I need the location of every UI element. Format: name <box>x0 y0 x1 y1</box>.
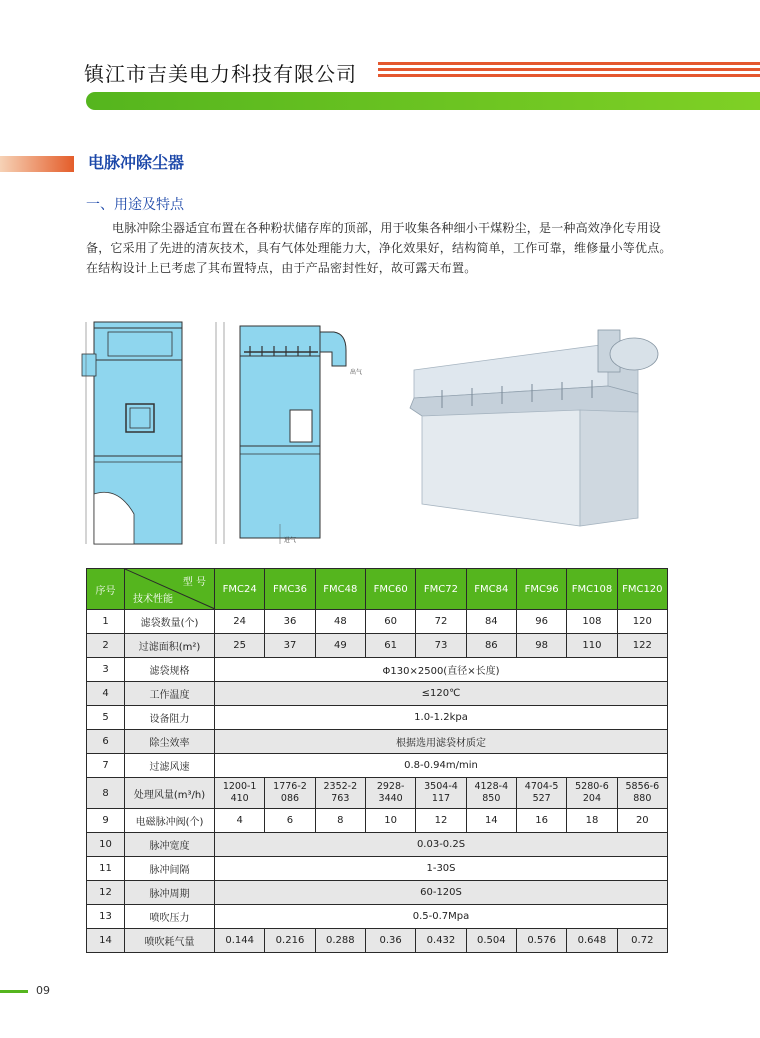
row-value: 0.576 <box>516 929 566 953</box>
row-span-value: 1-30S <box>215 857 668 881</box>
row-property: 脉冲宽度 <box>125 833 215 857</box>
table-row <box>87 857 668 881</box>
row-value: 36 <box>265 610 315 634</box>
header-index: 序号 <box>87 569 125 610</box>
header-model: FMC60 <box>365 569 415 610</box>
inlet-label: 进气 <box>284 537 297 544</box>
header-red-lines <box>378 62 760 84</box>
row-value: 37 <box>265 634 315 658</box>
section-title: 一、用途及特点 <box>86 197 184 213</box>
header-model: FMC72 <box>416 569 466 610</box>
row-index: 6 <box>87 730 125 754</box>
row-value: 73 <box>416 634 466 658</box>
row-value: 108 <box>567 610 617 634</box>
row-value: 8 <box>315 809 365 833</box>
table-row <box>87 905 668 929</box>
header-model: FMC108 <box>567 569 617 610</box>
row-index: 3 <box>87 658 125 682</box>
row-value: 0.144 <box>215 929 265 953</box>
row-value: 86 <box>466 634 516 658</box>
table-row <box>87 881 668 905</box>
title-accent-bar <box>0 156 74 172</box>
row-value: 10 <box>365 809 415 833</box>
row-property: 处理风量(m³/h) <box>125 778 215 809</box>
row-span-value: 0.8-0.94m/min <box>215 754 668 778</box>
header-model: FMC96 <box>516 569 566 610</box>
spec-table <box>86 568 668 953</box>
front-view-drawing <box>78 314 188 554</box>
table-row <box>87 682 668 706</box>
row-value: 61 <box>365 634 415 658</box>
row-value: 0.432 <box>416 929 466 953</box>
table-row <box>87 610 668 634</box>
row-span-value: 根据选用滤袋材质定 <box>215 730 668 754</box>
side-view-drawing <box>210 318 363 548</box>
table-row <box>87 634 668 658</box>
row-span-value: 60-120S <box>215 881 668 905</box>
row-span-value: ≤120℃ <box>215 682 668 706</box>
row-index: 7 <box>87 754 125 778</box>
company-name: 镇江市吉美电力科技有限公司 <box>84 62 357 86</box>
row-value: 2352-2 763 <box>315 778 365 809</box>
row-index: 14 <box>87 929 125 953</box>
row-property: 滤袋规格 <box>125 658 215 682</box>
row-value: 25 <box>215 634 265 658</box>
row-value: 98 <box>516 634 566 658</box>
row-value: 110 <box>567 634 617 658</box>
header-model-label: 型 号 <box>182 577 206 588</box>
header-model: FMC84 <box>466 569 516 610</box>
footer-accent-line <box>0 990 28 993</box>
row-property: 设备阻力 <box>125 706 215 730</box>
table-row <box>87 658 668 682</box>
row-property: 脉冲间隔 <box>125 857 215 881</box>
table-row <box>87 929 668 953</box>
product-description: 电脉冲除尘器适宜布置在各种粉状储存库的顶部，用于收集各种细小干煤粉尘，是一种高效净化专用设备，它采用了先进的清灰技术，具有气体处理能力大，净化效果好，结构简单，工作可靠，维修量小等优点。在结构设计上已考虑了其布置特点，由于产品密封性好，故可露天布置。 <box>86 221 672 275</box>
row-value: 6 <box>265 809 315 833</box>
header-model: FMC48 <box>315 569 365 610</box>
row-value: 0.72 <box>617 929 667 953</box>
row-index: 13 <box>87 905 125 929</box>
row-property: 过滤风速 <box>125 754 215 778</box>
header-model: FMC36 <box>265 569 315 610</box>
header-model: FMC120 <box>617 569 667 610</box>
row-property: 脉冲周期 <box>125 881 215 905</box>
outlet-label: 出气 <box>350 369 363 376</box>
row-index: 10 <box>87 833 125 857</box>
table-header-row <box>87 569 668 610</box>
header-model-property <box>125 569 215 610</box>
product-photo <box>402 316 664 530</box>
row-span-value: 0.03-0.2S <box>215 833 668 857</box>
header-property-label: 技术性能 <box>133 594 173 605</box>
row-index: 1 <box>87 610 125 634</box>
row-value: 72 <box>416 610 466 634</box>
row-value: 5280-6 204 <box>567 778 617 809</box>
row-property: 电磁脉冲阀(个) <box>125 809 215 833</box>
row-value: 60 <box>365 610 415 634</box>
row-value: 122 <box>617 634 667 658</box>
row-span-value: Φ130×2500(直径×长度) <box>215 658 668 682</box>
table-row <box>87 730 668 754</box>
table-row <box>87 706 668 730</box>
row-value: 84 <box>466 610 516 634</box>
row-value: 0.36 <box>365 929 415 953</box>
row-index: 5 <box>87 706 125 730</box>
row-property: 喷吹压力 <box>125 905 215 929</box>
row-value: 16 <box>516 809 566 833</box>
row-value: 48 <box>315 610 365 634</box>
row-index: 8 <box>87 778 125 809</box>
row-index: 11 <box>87 857 125 881</box>
table-row <box>87 778 668 809</box>
row-index: 2 <box>87 634 125 658</box>
row-value: 0.648 <box>567 929 617 953</box>
row-value: 12 <box>416 809 466 833</box>
row-span-value: 1.0-1.2kpa <box>215 706 668 730</box>
row-value: 1776-2 086 <box>265 778 315 809</box>
header-green-bar <box>86 92 760 110</box>
product-title: 电脉冲除尘器 <box>88 153 185 172</box>
row-value: 0.288 <box>315 929 365 953</box>
row-span-value: 0.5-0.7Mpa <box>215 905 668 929</box>
row-index: 4 <box>87 682 125 706</box>
row-index: 12 <box>87 881 125 905</box>
row-property: 滤袋数量(个) <box>125 610 215 634</box>
row-value: 4 <box>215 809 265 833</box>
row-value: 18 <box>567 809 617 833</box>
row-value: 4704-5 527 <box>516 778 566 809</box>
page-number: 09 <box>36 984 50 997</box>
row-property: 过滤面积(m²) <box>125 634 215 658</box>
row-value: 2928- 3440 <box>365 778 415 809</box>
row-value: 0.504 <box>466 929 516 953</box>
row-value: 1200-1 410 <box>215 778 265 809</box>
table-row <box>87 809 668 833</box>
row-value: 24 <box>215 610 265 634</box>
row-index: 9 <box>87 809 125 833</box>
row-value: 49 <box>315 634 365 658</box>
row-value: 3504-4 117 <box>416 778 466 809</box>
table-row <box>87 833 668 857</box>
row-value: 120 <box>617 610 667 634</box>
row-value: 14 <box>466 809 516 833</box>
row-value: 20 <box>617 809 667 833</box>
row-property: 除尘效率 <box>125 730 215 754</box>
row-value: 96 <box>516 610 566 634</box>
header-model: FMC24 <box>215 569 265 610</box>
row-value: 0.216 <box>265 929 315 953</box>
row-property: 工作温度 <box>125 682 215 706</box>
row-value: 4128-4 850 <box>466 778 516 809</box>
row-value: 5856-6 880 <box>617 778 667 809</box>
table-row <box>87 754 668 778</box>
row-property: 喷吹耗气量 <box>125 929 215 953</box>
